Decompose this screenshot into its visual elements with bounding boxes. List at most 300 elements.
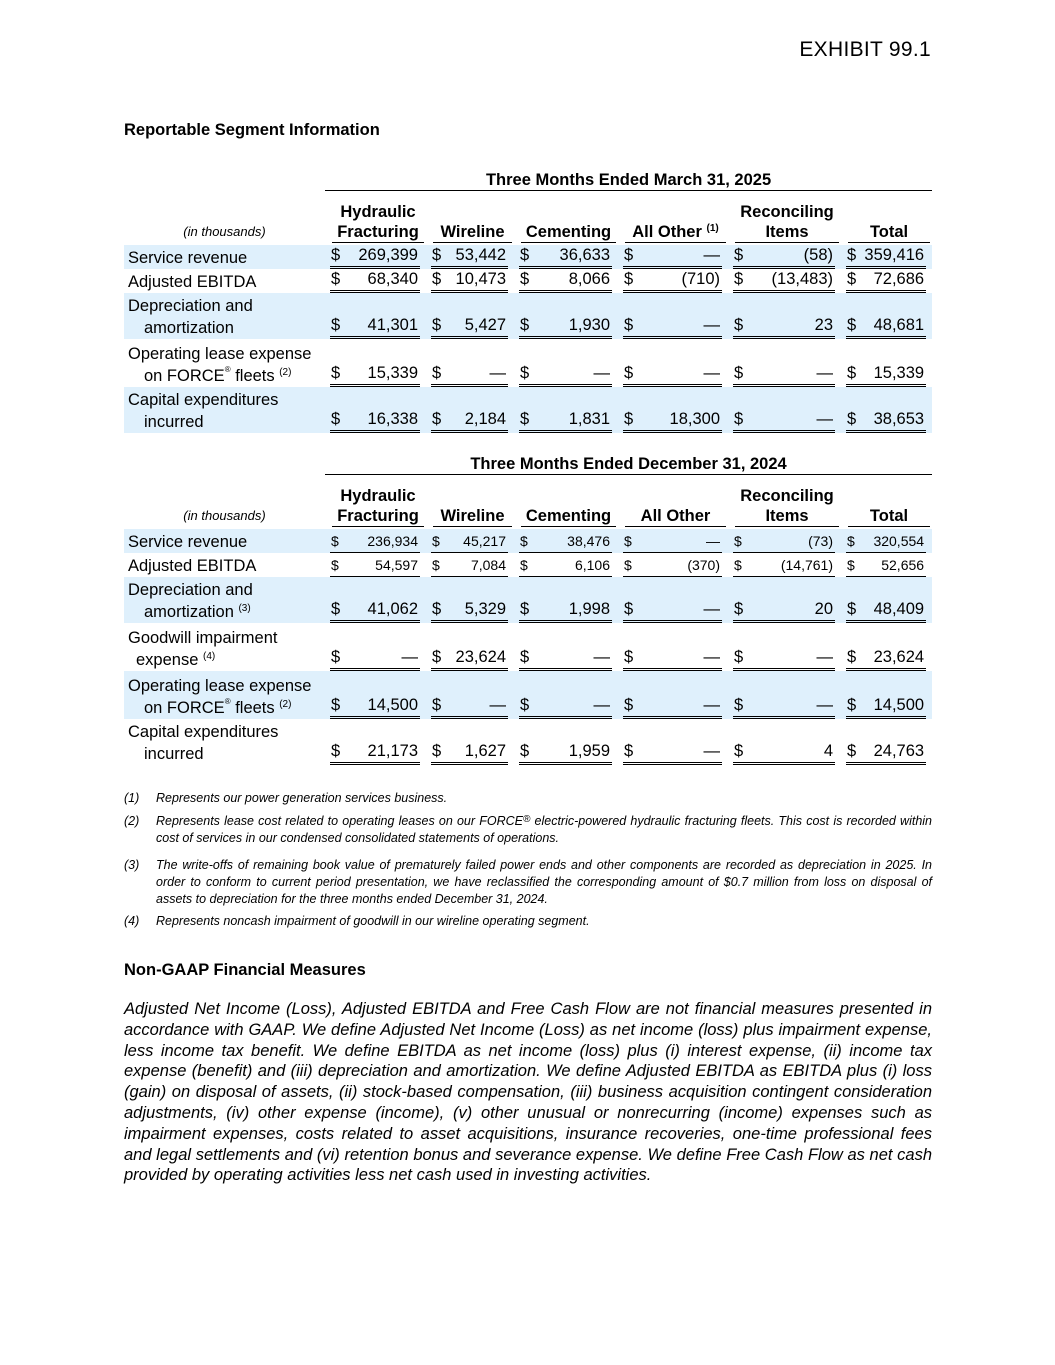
cell-value-box: [623, 555, 722, 577]
currency-symbol: $: [331, 269, 341, 288]
row-label-line2-text: amortization: [144, 318, 234, 337]
table-cell: [728, 623, 841, 671]
footnote-number: (3): [124, 858, 140, 872]
column-header-line2: Wireline: [440, 506, 505, 525]
currency-symbol: $: [331, 363, 341, 382]
row-label-line2: [128, 365, 325, 387]
cell-value: —: [489, 695, 506, 714]
currency-symbol: $: [734, 245, 744, 264]
cell-value: 38,653: [873, 409, 925, 428]
table-cell: [841, 245, 932, 269]
table-cell: [514, 269, 618, 293]
table-cell: [514, 623, 618, 671]
cell-value: —: [593, 363, 610, 382]
table-cell: [728, 293, 841, 339]
cell-value-box: [330, 647, 420, 671]
cell-value: 1,959: [568, 741, 610, 760]
cell-value-box: [623, 741, 722, 765]
cell-value: —: [703, 647, 720, 666]
unit-label: (in thousands): [183, 223, 266, 239]
table-cell: [618, 577, 728, 623]
cell-value: 18,300: [669, 409, 720, 428]
column-header-line2: Fracturing: [337, 506, 419, 525]
cell-value-box: [330, 599, 420, 623]
cell-value: —: [593, 647, 610, 666]
footnote-text: [156, 790, 932, 807]
currency-symbol: $: [624, 556, 632, 573]
currency-symbol: $: [734, 409, 744, 428]
footnote-number: (4): [124, 914, 140, 928]
cell-value-box: [519, 695, 612, 719]
column-header-label: [735, 486, 839, 527]
cell-value-box: [733, 599, 835, 623]
cell-value: (73): [808, 532, 833, 549]
currency-symbol: $: [734, 599, 744, 618]
table-cell: [618, 623, 728, 671]
cell-value-box: [846, 363, 926, 387]
cell-value-box: [431, 531, 508, 553]
currency-symbol: $: [520, 409, 530, 428]
cell-value-box: [431, 555, 508, 577]
cell-value-box: [733, 531, 835, 553]
cell-value: 20: [814, 599, 833, 618]
footnote: [124, 813, 932, 847]
cell-value-box: [733, 555, 835, 577]
cell-value-box: [431, 315, 508, 339]
table-cell: [841, 671, 932, 719]
column-header: [325, 475, 426, 529]
column-header-line2: All Other: [632, 222, 702, 241]
row-label-line2-text: on FORCE: [144, 698, 225, 717]
cell-value: (14,761): [780, 556, 833, 573]
cell-value: (13,483): [771, 269, 833, 288]
currency-symbol: $: [624, 647, 634, 666]
cell-value: 14,500: [873, 695, 925, 714]
cell-value: 7,084: [470, 556, 506, 573]
cell-value: 359,416: [864, 245, 925, 264]
table-cell: [325, 245, 426, 269]
cell-value-box: [431, 695, 508, 719]
period-header: Three Months Ended March 31, 2025: [325, 168, 932, 191]
cell-value-box: [330, 363, 420, 387]
table-cell: [325, 339, 426, 387]
column-header: [841, 191, 932, 245]
column-header-label: [848, 222, 930, 243]
cell-value: 14,500: [367, 695, 418, 714]
currency-symbol: $: [520, 245, 530, 264]
cell-value: 52,656: [881, 556, 925, 573]
cell-value: 2,184: [464, 409, 506, 428]
footnote-text: [156, 813, 932, 847]
row-label: [124, 245, 325, 269]
cell-value-box: [431, 269, 508, 293]
column-header-line1: Hydraulic: [340, 486, 416, 505]
cell-value-box: [431, 409, 508, 433]
cell-value-box: [733, 695, 835, 719]
footnote-body-b: electric-powered hydraulic fracturing fleets. This cost is recorded within cost of services in our condensed consolidated statements of operations.: [156, 814, 932, 845]
column-header-line2: Total: [869, 222, 909, 241]
table-cell: [728, 269, 841, 293]
row-label: [124, 529, 325, 553]
table-cell: [426, 269, 514, 293]
currency-symbol: $: [331, 532, 339, 549]
cell-value: 10,473: [455, 269, 506, 288]
segment-section-title: Reportable Segment Information: [124, 121, 380, 139]
cell-value: —: [593, 695, 610, 714]
cell-value: 236,934: [367, 532, 418, 549]
row-label-line1: Operating lease expense: [128, 344, 312, 363]
table-row: [124, 577, 932, 623]
currency-symbol: $: [734, 741, 744, 760]
table-cell: [514, 339, 618, 387]
table-cell: [426, 529, 514, 553]
row-label-line2: [128, 411, 325, 433]
table-cell: [426, 553, 514, 577]
cell-value-box: [519, 363, 612, 387]
currency-symbol: $: [847, 556, 855, 573]
row-label-line1: Capital expenditures: [128, 722, 279, 741]
cell-value-box: [519, 555, 612, 577]
table-row: [124, 623, 932, 671]
cell-value: 24,763: [873, 741, 925, 760]
footnote: [124, 857, 932, 908]
column-header: [618, 191, 728, 245]
row-label-line2-text: incurred: [144, 412, 204, 431]
cell-value: —: [816, 363, 833, 382]
currency-symbol: $: [847, 599, 857, 618]
row-label: [124, 339, 325, 387]
currency-symbol: $: [520, 647, 530, 666]
column-header-line2: Items: [765, 222, 809, 241]
column-header-label: [433, 222, 512, 243]
footnote-body-a: Represents lease cost related to operating leases on our FORCE: [156, 814, 523, 828]
currency-symbol: $: [847, 269, 857, 288]
cell-value-box: [330, 741, 420, 765]
currency-symbol: $: [624, 741, 634, 760]
table-row: [124, 245, 932, 269]
nongaap-title: Non-GAAP Financial Measures: [124, 961, 366, 979]
column-header: [325, 191, 426, 245]
cell-value-box: [623, 599, 722, 623]
cell-value: —: [703, 741, 720, 760]
table-row: [124, 671, 932, 719]
cell-value-box: [846, 599, 926, 623]
segment-table-q4-2024: [124, 452, 932, 765]
currency-symbol: $: [331, 245, 341, 264]
table-cell: [618, 387, 728, 433]
table-cell: [514, 553, 618, 577]
row-label-line2: [128, 743, 325, 765]
table-cell: [728, 339, 841, 387]
table-cell: [426, 245, 514, 269]
currency-symbol: $: [847, 741, 857, 760]
table-cell: [514, 529, 618, 553]
column-header-label: [625, 222, 726, 243]
currency-symbol: $: [432, 556, 440, 573]
cell-value-box: [846, 741, 926, 765]
table-row: [124, 387, 932, 433]
currency-symbol: $: [734, 269, 744, 288]
row-label: [124, 269, 325, 293]
table-cell: [325, 529, 426, 553]
segment-table-q1-2025: [124, 168, 932, 433]
cell-value: 23: [814, 315, 833, 334]
cell-value-box: [846, 245, 926, 269]
column-header: [514, 475, 618, 529]
column-header: [426, 475, 514, 529]
cell-value: —: [401, 647, 418, 666]
column-header-line1: Hydraulic: [340, 202, 416, 221]
row-label: [124, 671, 325, 719]
cell-value: 21,173: [367, 741, 418, 760]
column-header-label: [332, 202, 424, 243]
column-header-line1: Reconciling: [740, 486, 834, 505]
currency-symbol: $: [847, 409, 857, 428]
footnote-ref: (4): [202, 650, 216, 662]
column-header: [728, 475, 841, 529]
cell-value: 48,409: [873, 599, 925, 618]
currency-symbol: $: [432, 315, 442, 334]
cell-value: 68,340: [367, 269, 418, 288]
exhibit-label: EXHIBIT 99.1: [799, 38, 931, 61]
cell-value: 41,062: [367, 599, 418, 618]
cell-value-box: [733, 647, 835, 671]
row-label-line1: Adjusted EBITDA: [128, 556, 257, 575]
table-cell: [728, 553, 841, 577]
cell-value: (710): [681, 269, 720, 288]
cell-value-box: [330, 555, 420, 577]
cell-value: —: [489, 363, 506, 382]
table-cell: [841, 553, 932, 577]
cell-value: 23,624: [873, 647, 925, 666]
column-header-line2: Total: [869, 506, 909, 525]
cell-value: —: [703, 695, 720, 714]
footnote-number: (2): [124, 814, 140, 828]
currency-symbol: $: [734, 315, 744, 334]
footnote-body: Represents our power generation services business.: [156, 791, 448, 805]
column-header-label: [735, 202, 839, 243]
table-cell: [728, 719, 841, 765]
cell-value: 5,329: [464, 599, 506, 618]
currency-symbol: $: [331, 647, 341, 666]
cell-value-box: [846, 695, 926, 719]
row-label-line1: Service revenue: [128, 248, 248, 267]
cell-value-box: [330, 531, 420, 553]
cell-value: 38,476: [567, 532, 610, 549]
table-cell: [426, 577, 514, 623]
column-header-line2: Cementing: [525, 222, 612, 241]
cell-value-box: [733, 741, 835, 765]
table-cell: [728, 671, 841, 719]
table-cell: [426, 719, 514, 765]
table-cell: [325, 719, 426, 765]
currency-symbol: $: [624, 269, 634, 288]
table-cell: [325, 577, 426, 623]
row-label-line1: Operating lease expense: [128, 676, 312, 695]
cell-value: 1,998: [568, 599, 610, 618]
table-cell: [618, 245, 728, 269]
currency-symbol: $: [331, 315, 341, 334]
cell-value: 45,217: [463, 532, 506, 549]
cell-value-box: [846, 315, 926, 339]
currency-symbol: $: [432, 245, 442, 264]
table-cell: [426, 339, 514, 387]
cell-value: 72,686: [873, 269, 925, 288]
row-label: [124, 719, 325, 765]
table-cell: [325, 387, 426, 433]
currency-symbol: $: [847, 695, 857, 714]
column-header-label: [848, 506, 930, 527]
currency-symbol: $: [847, 647, 857, 666]
currency-symbol: $: [432, 695, 442, 714]
cell-value: 320,554: [873, 532, 925, 549]
currency-symbol: $: [734, 647, 744, 666]
cell-value-box: [623, 531, 722, 553]
currency-symbol: $: [734, 556, 742, 573]
cell-value: 4: [823, 741, 833, 760]
row-label-line2b: fleets: [235, 366, 275, 385]
footnote-number: (1): [124, 791, 140, 805]
table-row: [124, 719, 932, 765]
row-label: [124, 623, 325, 671]
currency-symbol: $: [520, 695, 530, 714]
row-label-line2-text: incurred: [144, 744, 204, 763]
cell-value-box: [623, 647, 722, 671]
footnote-body: The write-offs of remaining book value of prematurely failed power ends and other components are recorded as depreciation in 2025. In order to conform to current period presentation, we have reclassified the corresponding amount of $0.7 million from loss on disposal of assets to depreciation for the three months ended December 31, 2024.: [156, 858, 932, 906]
row-label-line2: [128, 317, 325, 339]
cell-value: 53,442: [455, 245, 506, 264]
cell-value-box: [431, 245, 508, 269]
cell-value-box: [431, 741, 508, 765]
column-header: [426, 191, 514, 245]
table-cell: [426, 387, 514, 433]
cell-value-box: [733, 245, 835, 269]
cell-value: —: [703, 245, 720, 264]
row-label-line1: Depreciation and: [128, 296, 253, 315]
cell-value: 36,633: [559, 245, 610, 264]
cell-value-box: [330, 695, 420, 719]
table-row: [124, 293, 932, 339]
cell-value-box: [519, 741, 612, 765]
currency-symbol: $: [432, 409, 442, 428]
currency-symbol: $: [520, 741, 530, 760]
table-cell: [618, 719, 728, 765]
table-cell: [841, 293, 932, 339]
cell-value: 5,427: [464, 315, 506, 334]
row-label-line2b: fleets: [235, 698, 275, 717]
footnote-body: Represents noncash impairment of goodwill in our wireline operating segment.: [156, 914, 590, 928]
table-cell: [514, 671, 618, 719]
column-header: [841, 475, 932, 529]
cell-value-box: [330, 245, 420, 269]
cell-value-box: [330, 409, 420, 433]
cell-value-box: [519, 269, 612, 293]
row-label-line1: Depreciation and: [128, 580, 253, 599]
cell-value: 48,681: [873, 315, 925, 334]
cell-value: —: [703, 315, 720, 334]
table-cell: [325, 553, 426, 577]
currency-symbol: $: [734, 363, 744, 382]
cell-value-box: [623, 363, 722, 387]
cell-value: 269,399: [358, 245, 418, 264]
table-cell: [514, 719, 618, 765]
cell-value-box: [733, 409, 835, 433]
cell-value-box: [431, 647, 508, 671]
table-cell: [618, 339, 728, 387]
column-header-label: [332, 486, 424, 527]
row-label-line2: [128, 697, 325, 719]
table-cell: [728, 387, 841, 433]
cell-value-box: [846, 647, 926, 671]
cell-value: 1,627: [464, 741, 506, 760]
currency-symbol: $: [331, 556, 339, 573]
cell-value-box: [846, 269, 926, 293]
table-row: [124, 529, 932, 553]
currency-symbol: $: [331, 409, 341, 428]
registered-mark: ®: [522, 814, 531, 825]
row-label-line2: [128, 649, 325, 671]
column-header-line2: Items: [765, 506, 809, 525]
cell-value-box: [519, 531, 612, 553]
footnote-ref: (2): [279, 698, 292, 710]
row-label: [124, 387, 325, 433]
cell-value-box: [623, 695, 722, 719]
table-cell: [841, 577, 932, 623]
cell-value-box: [330, 315, 420, 339]
row-label-line2-text: expense: [136, 650, 199, 669]
column-header-label: [521, 222, 616, 243]
footnote-ref: (3): [238, 602, 251, 614]
cell-value: 1,930: [568, 315, 610, 334]
currency-symbol: $: [847, 315, 857, 334]
cell-value-box: [519, 315, 612, 339]
row-label-line1: Capital expenditures: [128, 390, 279, 409]
column-header-line1: Reconciling: [740, 202, 834, 221]
registered-mark: ®: [224, 364, 231, 374]
row-label: [124, 293, 325, 339]
table-cell: [514, 245, 618, 269]
currency-symbol: $: [331, 741, 341, 760]
currency-symbol: $: [847, 245, 857, 264]
currency-symbol: $: [734, 695, 744, 714]
table-cell: [325, 269, 426, 293]
cell-value-box: [623, 315, 722, 339]
cell-value-box: [846, 531, 926, 553]
currency-symbol: $: [624, 599, 634, 618]
table-row: [124, 339, 932, 387]
cell-value: 6,106: [574, 556, 610, 573]
table-cell: [514, 293, 618, 339]
cell-value: 8,066: [568, 269, 610, 288]
currency-symbol: $: [624, 409, 634, 428]
row-label: [124, 577, 325, 623]
currency-symbol: $: [624, 695, 634, 714]
table-cell: [728, 245, 841, 269]
currency-symbol: $: [520, 363, 530, 382]
cell-value-box: [733, 363, 835, 387]
cell-value-box: [846, 555, 926, 577]
cell-value: —: [703, 363, 720, 382]
footnote-text: [156, 857, 932, 908]
table-cell: [618, 293, 728, 339]
table-cell: [325, 623, 426, 671]
table-cell: [728, 577, 841, 623]
currency-symbol: $: [520, 315, 530, 334]
table-cell: [426, 671, 514, 719]
cell-value: —: [816, 409, 833, 428]
row-label-line1: Adjusted EBITDA: [128, 272, 257, 291]
table-cell: [426, 293, 514, 339]
